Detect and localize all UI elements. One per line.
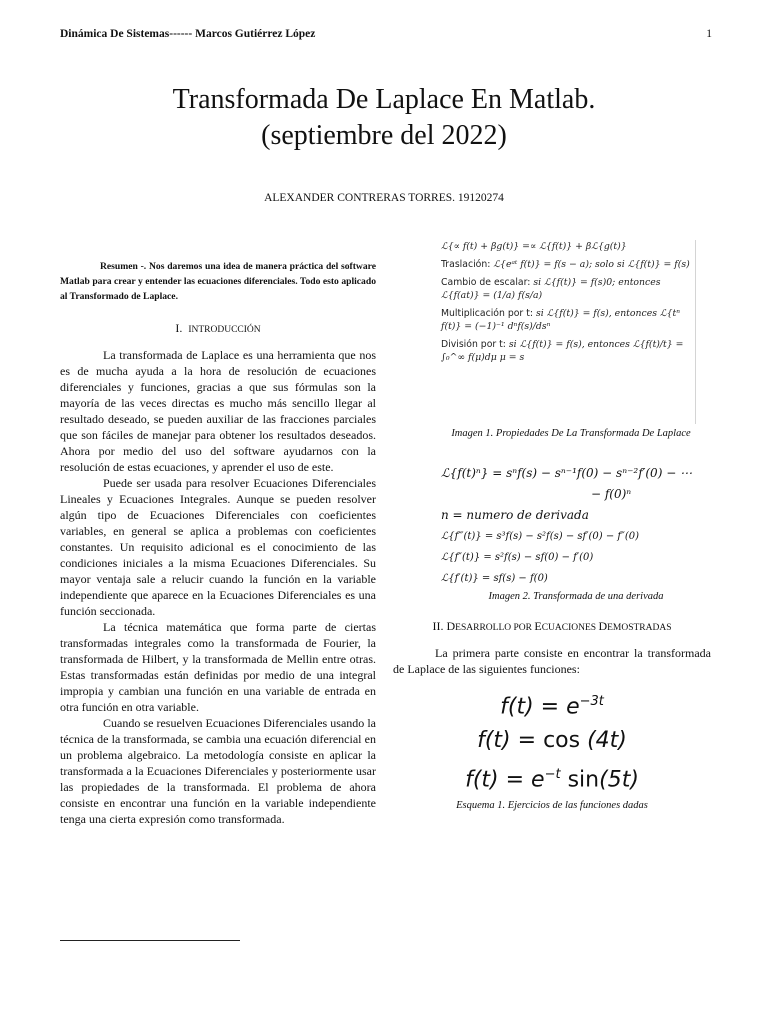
derivative-general-continued: − f(0)ⁿ xyxy=(591,487,632,501)
equation-2-argument: (4t) xyxy=(580,728,627,754)
section-2-title-letter-2: E xyxy=(534,619,542,633)
equation-2-function: cos xyxy=(543,728,581,754)
intro-paragraph-3: La técnica matemática que forma parte de ciertas transformadas integrales como la transformada de Fourier, la transformada de Hilbert, y la transformada de Mellin entre otras. Estas transformadas están definidas por medio de una integral impropia y cambian una función en una variable de entrada en otra función en otra variable. xyxy=(60,620,376,714)
equation-3-exponent: −t xyxy=(544,767,561,783)
translation-formula: ℒ{eᵃᵗ f(t)} = f(s − a); solo si ℒ{f(t)} = f(s) xyxy=(493,259,690,270)
property-multiplication xyxy=(441,307,695,333)
section-2-numeral: II. xyxy=(432,619,444,633)
property-linearity: ℒ{∝ f(t) + βg(t)} =∝ ℒ{f(t)} + βℒ{g(t)} xyxy=(441,241,627,252)
derivative-general: ℒ{f(t)ⁿ} = sⁿf(s) − sⁿ⁻¹f(0) − sⁿ⁻²f′(0) − ⋯ xyxy=(441,466,693,480)
derivative-third: ℒ{f‴(t)} = s³f(s) − s²f(s) − sf′(0) − f″(0) xyxy=(441,531,640,542)
section-1-heading xyxy=(60,320,376,338)
author-line: ALEXANDER CONTRERAS TORRES. 19120274 xyxy=(264,192,504,204)
section-2-title-part-1: ESARROLLO POR xyxy=(455,623,535,633)
property-scaling xyxy=(441,276,695,302)
section-1-title: INTRODUCCIÓN xyxy=(188,325,261,335)
translation-label: Traslación: xyxy=(441,259,491,270)
left-column xyxy=(60,259,376,827)
intro-paragraph-4: Cuando se resuelven Ecuaciones Diferenciales usando la técnica de la transformada, se cambia una ecuación diferencial en un problema algebraico. La metodología consiste en aplicar la transformada a la Ecuaciones Diferenciales y posteriormente usar las propiedades de la transformada. El problema de ahora consiste en encontrar una función en la variable independiente tenga una cierta expresión como transformada. xyxy=(60,716,376,826)
equation-3-function: sin xyxy=(560,767,600,793)
title-line-2: (septiembre del 2022) xyxy=(261,120,507,151)
equation-3-argument: (5t) xyxy=(599,767,639,793)
section-2-title-part-3: EMOSTRADAS xyxy=(607,623,672,633)
intro-paragraph-2: Puede ser usada para resolver Ecuaciones Diferenciales Lineales y Ecuaciones Integrales. Aunque se pueden resolver algún tipo de Ecuaciones Diferenciales con coeficientes variables, en general se aplica a problemas con coeficientes constantes. Un requisito adicional es el conocimiento de las condiciones iniciales a la misma Ecuaciones Diferenciales. Su mayor ventaja sale a relucir cuando la función en la variable independiente que aparece en la Ecuaciones Diferenciales es una función seccionada. xyxy=(60,476,376,618)
footnote-rule xyxy=(60,940,240,941)
scaling-label: Cambio de escalar: xyxy=(441,277,531,288)
derivative-first: ℒ{f′(t)} = sf(s) − f(0) xyxy=(441,573,548,584)
running-header xyxy=(60,28,712,40)
section-2-title-letter-3: D xyxy=(598,619,608,633)
section-2-title-part-2: CUACIONES xyxy=(541,623,599,633)
equation-1-base: f(t) = e xyxy=(500,694,580,720)
intro-paragraph-1: La transformada de Laplace es una herramienta que nos es de mucha ayuda a la hora de resolución de ecuaciones diferenciales y funciones, gracias a que sus fórmulas son la mayoría de las veces directas es mucho más sencillo llegar al resultado deseado, se pueden auxiliar de las fracciones parciales que son fáciles de manejar para obtener los resultados deseados. Ahora por medio del uso del software ayudarnos con la resolución de estas ecuaciones, y aprender el uso de este. xyxy=(60,348,376,474)
section-2-title-letter-1: D xyxy=(446,619,456,633)
derivative-second: ℒ{f″(t)} = s²f(s) − sf(0) − f′(0) xyxy=(441,552,594,563)
abstract: Resumen -. Nos daremos una idea de manera práctica del software Matlab para crear y entender las ecuaciones diferenciales. Todo esto aplicado al Transformado de Laplace. xyxy=(60,261,376,302)
equation-3 xyxy=(393,758,711,797)
derivative-definition: n = numero de derivada xyxy=(441,508,589,522)
equation-3-base: f(t) = e xyxy=(465,767,545,793)
division-formula: si ℒ{f(t)} = f(s), entonces ℒ{f(t)/t} = ∫₀^∞ f(μ)dμ μ = s xyxy=(441,339,684,363)
scheme-1-equations xyxy=(393,685,711,798)
paper-title xyxy=(0,82,768,154)
figure-2-derivative-transform xyxy=(441,463,711,589)
scheme-1-caption: Esquema 1. Ejercicios de las funciones dadas xyxy=(456,799,648,811)
multiplication-label: Multiplicación por t: xyxy=(441,308,533,319)
equation-1-exponent: −3t xyxy=(579,694,604,709)
section-2-paragraph: La primera parte consiste en encontrar la transformada de Laplace de las siguientes funciones: xyxy=(393,646,711,676)
section-1-numeral: I. xyxy=(175,321,183,335)
right-column xyxy=(393,240,711,813)
equation-2-base: f(t) = xyxy=(477,728,544,754)
property-translation xyxy=(441,258,695,271)
figure-2-caption: Imagen 2. Transformada de una derivada xyxy=(488,591,664,602)
multiplication-formula: si ℒ{f(t)} = f(s), entonces ℒ{tⁿ f(t)} = (−1)⁻¹ dⁿf(s)/dsⁿ xyxy=(441,308,681,332)
page-number: 1 xyxy=(706,28,712,40)
equation-2 xyxy=(393,724,711,758)
figure-1-laplace-properties xyxy=(441,240,696,424)
division-label: División por t: xyxy=(441,339,506,350)
equation-1 xyxy=(393,685,711,724)
section-2-heading xyxy=(393,618,711,636)
property-division xyxy=(441,338,695,364)
figure-1-caption: Imagen 1. Propiedades De La Transformada De Laplace xyxy=(451,428,691,439)
scaling-formula: si ℒ{f(t)} = f(s)0; entonces ℒ{f(at)} = (1/a) f(s/a) xyxy=(441,277,661,301)
running-title: Dinámica De Sistemas------ Marcos Gutiérrez López xyxy=(60,28,316,40)
title-line-1: Transformada De Laplace En Matlab. xyxy=(172,84,596,115)
